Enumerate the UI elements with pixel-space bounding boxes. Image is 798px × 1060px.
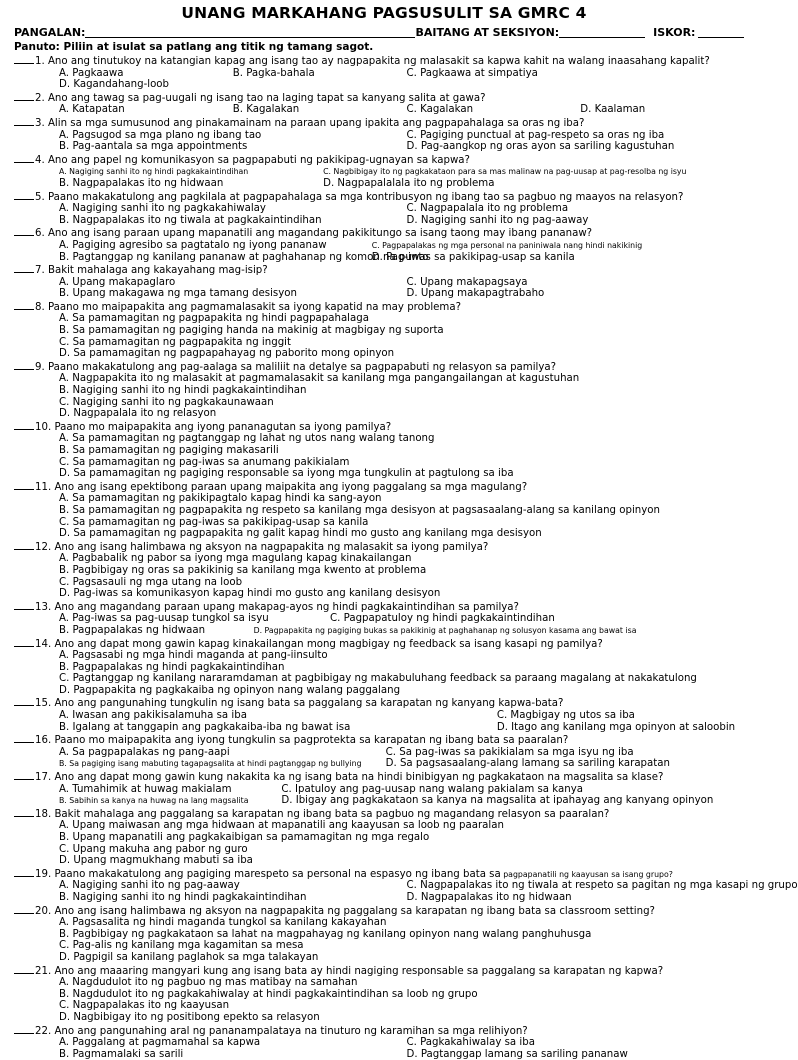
question-item [14,153,754,190]
question-line [14,540,754,554]
answer-option: B. Pagbibigay ng oras sa pakikinig sa kanilang mga kwento at problema [59,565,754,577]
page-title: UNANG MARKAHANG PAGSUSULIT SA GMRC 4 [14,4,754,22]
answer-option: D. Nagpapalalala ito ng problema [323,178,754,190]
answer-option: D. Sa pamamagitan ng pagiging responsable sa iyong mga tungkulin at pagtulong sa iba [59,468,754,480]
question-line [14,226,754,240]
question-text: 20. Ano ang isang halimbawa ng aksyon na nagpapakita ng paggalang sa karapatan ng ibang bata sa classroom setting? [35,906,655,917]
option-group [14,240,754,263]
answer-option: A. Sa pamamagitan ng pakikipagtalo kapag hindi ka sang-ayon [59,493,754,505]
question-item [14,116,754,153]
question-item [14,904,754,964]
instruction: Panuto: Piliin at isulat sa patlang ang titik ng tamang sagot. [14,41,754,54]
question-item [14,300,754,360]
baitang-field[interactable] [559,26,645,38]
option-group [14,977,754,1023]
answer-blank[interactable] [14,637,34,647]
option-group [14,68,754,91]
question-item [14,867,754,904]
answer-option: C. Pagkaawa at simpatiya [407,68,602,80]
answer-option: A. Pag-iwas sa pag-uusap tungkol sa isyu [59,613,330,625]
option-group [14,373,754,419]
question-line [14,867,754,881]
answer-option: A. Nagiging sanhi ito ng hindi pagkakaintindihan [59,166,323,178]
answer-option: A. Nagpapakita ito ng malasakit at pagmamalasakit sa kanilang mga pangangailangan at kagustuhan [59,373,754,385]
answer-option: B. Upang makagawa ng mga tamang desisyon [59,288,407,300]
option-group [14,784,754,807]
answer-option: A. Nagiging sanhi ito ng pag-aaway [59,880,407,892]
answer-blank[interactable] [14,226,34,236]
option-group [14,820,754,866]
answer-option: B. Pagpapalakas ng hidwaan [59,625,254,637]
question-line [14,116,754,130]
question-item [14,733,754,770]
answer-option: B. Kagalakan [233,104,407,116]
answer-option: C. Pagiging punctual at pag-respeto sa oras ng iba [407,130,755,142]
option-group [14,130,754,153]
exam-page [14,0,754,1060]
answer-blank[interactable] [14,91,34,101]
option-group [14,613,754,636]
answer-option: C. Pagpapatuloy ng hindi pagkakaintindihan [330,613,754,625]
answer-option: B. Sabihin sa kanya na huwag na lang magsalita [59,795,281,807]
question-line [14,964,754,978]
answer-option: D. Pagpigil sa kanilang paglahok sa mga talakayan [59,952,754,964]
answer-option: C. Sa pamamagitan ng pag-iwas sa pakikipag-usap sa kanila [59,517,754,529]
answer-option: D. Pagpapakita ng pagkakaiba ng opinyon nang walang paggalang [59,685,754,697]
answer-option: D. Kaalaman [580,104,754,116]
question-text: 4. Ano ang papel ng komunikasyon sa pagpapabuti ng pakikipag-ugnayan sa kapwa? [35,155,470,166]
question-text: 17. Ano ang dapat mong gawin kung nakakita ka ng isang bata na hindi binibigyan ng pagkakataon na magsalita sa klase? [35,772,663,783]
question-item [14,600,754,637]
question-text: 6. Ano ang isang paraan upang mapanatili ang magandang pakikitungo sa isang taong may ibang pananaw? [35,228,592,239]
question-item [14,480,754,540]
question-item [14,360,754,420]
answer-option: C. Sa pamamagitan ng pagpapakita ng inggit [59,337,754,349]
answer-option: D. Nagiging sanhi ito ng pag-aaway [407,215,755,227]
answer-option: D. Sa pamamagitan ng pagpapahayag ng paborito mong opinyon [59,348,754,360]
answer-blank[interactable] [14,964,34,974]
question-text-small: pagpapanatili ng kaayusan sa isang grupo? [501,870,673,879]
answer-option: A. Pagkaawa [59,68,233,80]
question-line [14,153,754,167]
answer-option: C. Upang makapagsaya [407,277,755,289]
option-group [14,553,754,599]
question-line [14,770,754,784]
answer-option: A. Paggalang at pagmamahal sa kapwa [59,1037,407,1049]
option-group [14,1037,754,1060]
question-line [14,733,754,747]
answer-blank[interactable] [14,1024,34,1034]
question-item [14,263,754,300]
question-item [14,770,754,807]
answer-option: A. Upang maiwasan ang mga hidwaan at mapanatili ang kaayusan sa loob ng paaralan [59,820,754,832]
question-text: 5. Paano makakatulong ang pagkilala at pagpapahalaga sa mga kontribusyon ng ibang tao sa pagbuo ng maayos na relasyon? [35,192,683,203]
answer-blank[interactable] [14,480,34,490]
answer-option: A. Pagsasalita ng hindi maganda tungkol sa kanilang kakayahan [59,917,754,929]
answer-option: A. Sa pagpapalakas ng pang-aapi [59,747,386,759]
answer-option: C. Pagkakahiwalay sa iba [407,1037,755,1049]
answer-option: C. Kagalakan [407,104,581,116]
answer-option: A. Pagsasabi ng mga hindi maganda at pang-iinsulto [59,650,754,662]
question-line [14,904,754,918]
answer-option: B. Nagiging sanhi ito ng hindi pagkakaintindihan [59,385,754,397]
question-text: 9. Paano makakatulong ang pag-aalaga sa maliliit na detalye sa pagpapabuti ng relasyon sa pamilya? [35,362,556,373]
question-text: 14. Ano ang dapat mong gawin kapag kinakailangan mong magbigay ng feedback sa isang kasapi ng pamilya? [35,639,603,650]
answer-blank[interactable] [14,770,34,780]
pangalan-field[interactable] [85,26,415,38]
question-text: 2. Ano ang tawag sa pag-uugali ng isang tao na laging tapat sa kanyang salita at gawa? [35,93,486,104]
question-text: 3. Alin sa mga sumusunod ang pinakamainam na paraan upang ipakita ang pagpapahalaga sa oras ng iba? [35,118,584,129]
answer-option: D. Ibigay ang pagkakataon sa kanya na magsalita at ipahayag ang kanyang opinyon [281,795,754,807]
question-line [14,91,754,105]
question-item [14,807,754,867]
answer-option: B. Upang mapanatili ang pagkakaibigan sa pamamagitan ng mga regalo [59,832,754,844]
question-text: 16. Paano mo maipapakita ang iyong tungkulin sa pagprotekta sa karapatan ng ibang bata sa paaralan? [35,735,568,746]
option-group [14,166,754,189]
answer-option: B. Pag-aantala sa mga appointments [59,141,407,153]
answer-option: C. Nagiging sanhi ito ng pagkakaunawaan [59,397,754,409]
answer-option: B. Sa pamamagitan ng pagiging makasarili [59,445,754,457]
answer-blank[interactable] [14,600,34,610]
question-item [14,190,754,227]
option-group [14,880,754,903]
answer-option: B. Pagtanggap ng kanilang pananaw at paghahanap ng komon na punto [59,252,372,264]
answer-option: A. Upang makapaglaro [59,277,407,289]
option-group [14,710,754,733]
answer-option: D. Pag-iwas sa pakikipag-usap sa kanila [372,252,754,264]
answer-option: D. Sa pagsasaalang-alang lamang sa sariling karapatan [386,758,754,770]
question-text: 22. Ano ang pangunahing aral ng pananampalataya na tinuturo ng karamihan sa mga relihiyon? [35,1026,528,1037]
question-list [14,54,754,1060]
answer-option: C. Pagtanggap ng kanilang nararamdaman at pagbibigay ng makabuluhang feedback sa paraang magalang at nakakatulong [59,673,754,685]
answer-option: B. Pagpapalakas ng hindi pagkakaintindihan [59,662,754,674]
question-line [14,696,754,710]
question-line [14,190,754,204]
option-group [14,203,754,226]
question-text: 7. Bakit mahalaga ang kakayahang mag-isip? [35,265,268,276]
iskor-field[interactable] [698,26,744,38]
answer-option: A. Nagdudulot ito ng pagbuo ng mas matibay na samahan [59,977,754,989]
answer-option: D. Upang makapagtrabaho [407,288,755,300]
question-line [14,360,754,374]
question-text: 12. Ano ang isang halimbawa ng aksyon na nagpapakita ng malasakit sa iyong pamilya? [35,542,488,553]
answer-option: A. Pagsugod sa mga plano ng ibang tao [59,130,407,142]
answer-option: C. Pagsasauli ng mga utang na loob [59,577,754,589]
answer-option: B. Igalang at tanggapin ang pagkakaiba-iba ng bawat isa [59,722,497,734]
option-group [14,917,754,963]
option-group [14,104,754,116]
question-line [14,480,754,494]
option-group [14,433,754,479]
answer-option: C. Nagpapalakas ito ng kaayusan [59,1000,754,1012]
answer-option: C. Sa pag-iwas sa pakikialam sa mga isyu ng iba [386,747,754,759]
option-group [14,650,754,696]
answer-blank[interactable] [14,867,34,877]
answer-option: A. Sa pamamagitan ng pagtanggap ng lahat ng utos nang walang tanong [59,433,754,445]
question-item [14,637,754,697]
question-line [14,637,754,651]
answer-blank[interactable] [14,360,34,370]
answer-blank[interactable] [14,733,34,743]
option-group [14,747,754,770]
answer-option: A. Sa pamamagitan ng pagpapakita ng hindi pagpapahalaga [59,313,754,325]
iskor-label: ISKOR: [653,26,695,40]
answer-blank[interactable] [14,54,34,64]
question-item [14,1024,754,1060]
question-item [14,226,754,263]
answer-blank[interactable] [14,263,34,273]
option-group [14,493,754,539]
answer-option: A. Tumahimik at huwag makialam [59,784,281,796]
answer-option: A. Pagiging agresibo sa pagtatalo ng iyong pananaw [59,240,372,252]
question-line [14,263,754,277]
answer-option: C. Pag-alis ng kanilang mga kagamitan sa mesa [59,940,754,952]
answer-option: D. Kagandahang-loob [59,79,233,91]
answer-option: D. Pagpapakita ng pagiging bukas sa pakikinig at paghahanap ng solusyon kasama ang bawat isa [254,625,754,637]
answer-option: B. Nagpapalakas ito ng hidwaan [59,178,323,190]
answer-option: C. Nagpapalakas ito ng tiwala at respeto sa pagitan ng mga kasapi ng grupo [407,880,755,892]
question-line [14,600,754,614]
answer-blank[interactable] [14,300,34,310]
answer-option: C. Magbigay ng utos sa iba [497,710,754,722]
answer-option: D. Nagpapalala ito ng relasyon [59,408,754,420]
pangalan-label: PANGALAN: [14,26,85,40]
answer-option: D. Upang magmukhang mabuti sa iba [59,855,754,867]
answer-option: B. Sa pagiging isang mabuting tagapagsalita at hindi pagtanggap ng bullying [59,758,386,770]
student-info-row [14,26,754,40]
question-item [14,964,754,1024]
answer-blank[interactable] [14,540,34,550]
question-item [14,420,754,480]
answer-option: D. Nagpapalakas ito ng hidwaan [407,892,755,904]
option-group [14,277,754,300]
answer-option: C. Nagbibigay ito ng pagkakataon para sa mas malinaw na pag-uusap at pag-resolba ng isyu [323,166,754,178]
answer-option: C. Nagpapalala ito ng problema [407,203,755,215]
answer-option: C. Sa pamamagitan ng pag-iwas sa anumang pakikialam [59,457,754,469]
answer-option: A. Pagbabalik ng pabor sa iyong mga magulang kapag kinakailangan [59,553,754,565]
question-text: 8. Paano mo maipapakita ang pagmamalasakit sa iyong kapatid na may problema? [35,302,461,313]
question-text: 11. Ano ang isang epektibong paraan upang maipakita ang iyong paggalang sa mga magulang? [35,482,527,493]
answer-option: A. Iwasan ang pakikisalamuha sa iba [59,710,497,722]
answer-option: B. Pagka-bahala [233,68,407,80]
answer-option: B. Sa pamamagitan ng pagpapakita ng respeto sa kanilang mga desisyon at pagsasaalang-alang sa kanilang opinyon [59,505,754,517]
question-line [14,54,754,68]
question-item [14,540,754,600]
baitang-label: BAITANG AT SEKSIYON: [415,26,559,40]
question-text: 18. Bakit mahalaga ang paggalang sa karapatan ng ibang bata sa pagbuo ng magandang relasyon sa paaralan? [35,809,609,820]
question-line [14,1024,754,1038]
answer-option: C. Pagpapalakas ng mga personal na paniniwala nang hindi nakikinig [372,240,754,252]
question-text: 21. Ano ang maaaring mangyari kung ang isang bata ay hindi nagiging responsable sa paggalang sa karapatan ng kapwa? [35,966,663,977]
question-text: 1. Ano ang tinutukoy na katangian kapag ang isang tao ay nagpapakita ng malasakit sa kapwa kahit na walang inaasahang kapalit? [35,56,710,67]
answer-blank[interactable] [14,190,34,200]
answer-option: D. Pagtanggap lamang sa sariling pananaw [407,1049,755,1060]
answer-blank[interactable] [14,116,34,126]
question-text: 13. Ano ang magandang paraan upang makapag-ayos ng hindi pagkakaintindihan sa pamilya? [35,602,519,613]
answer-option: D. Pag-aangkop ng oras ayon sa sariling kagustuhan [407,141,755,153]
answer-option: A. Nagiging sanhi ito ng pagkakahiwalay [59,203,407,215]
question-item [14,91,754,116]
answer-option: D. Sa pamamagitan ng pagpapakita ng galit kapag hindi mo gusto ang kanilang mga desisyon [59,528,754,540]
question-text: 15. Ano ang pangunahing tungkulin ng isang bata sa paggalang sa karapatan ng kanyang kapwa-bata? [35,698,563,709]
question-text: 19. Paano makakatulong ang pagiging marespeto sa personal na espasyo ng ibang bata sa [35,869,501,880]
answer-option: A. Katapatan [59,104,233,116]
answer-blank[interactable] [14,696,34,706]
answer-option: B. Sa pamamagitan ng pagiging handa na makinig at magbigay ng suporta [59,325,754,337]
answer-option: B. Nagpapalakas ito ng tiwala at pagkakaintindihan [59,215,407,227]
answer-option: C. Upang makuha ang pabor ng guro [59,844,754,856]
answer-blank[interactable] [14,807,34,817]
question-item [14,54,754,91]
answer-option: B. Nagiging sanhi ito ng hindi pagkakaintindihan [59,892,407,904]
question-text: 10. Paano mo maipapakita ang iyong pananagutan sa iyong pamilya? [35,422,391,433]
answer-blank[interactable] [14,153,34,163]
answer-option: B. Nagdudulot ito ng pagkakahiwalay at hindi pagkakaintindihan sa loob ng grupo [59,989,754,1001]
question-line [14,300,754,314]
answer-option: D. Itago ang kanilang mga opinyon at saloobin [497,722,754,734]
question-line [14,807,754,821]
answer-blank[interactable] [14,420,34,430]
answer-option: B. Pagmamalaki sa sarili [59,1049,407,1060]
answer-option: D. Nagbibigay ito ng positibong epekto sa relasyon [59,1012,754,1024]
question-line [14,420,754,434]
option-group [14,313,754,359]
answer-option: C. Ipatuloy ang pag-uusap nang walang pakialam sa kanya [281,784,754,796]
question-item [14,696,754,733]
answer-blank[interactable] [14,904,34,914]
answer-option: D. Pag-iwas sa komunikasyon kapag hindi mo gusto ang kanilang desisyon [59,588,754,600]
answer-option: B. Pagbibigay ng pagkakataon sa lahat na magpahayag ng kanilang opinyon nang walang panghuhusga [59,929,754,941]
